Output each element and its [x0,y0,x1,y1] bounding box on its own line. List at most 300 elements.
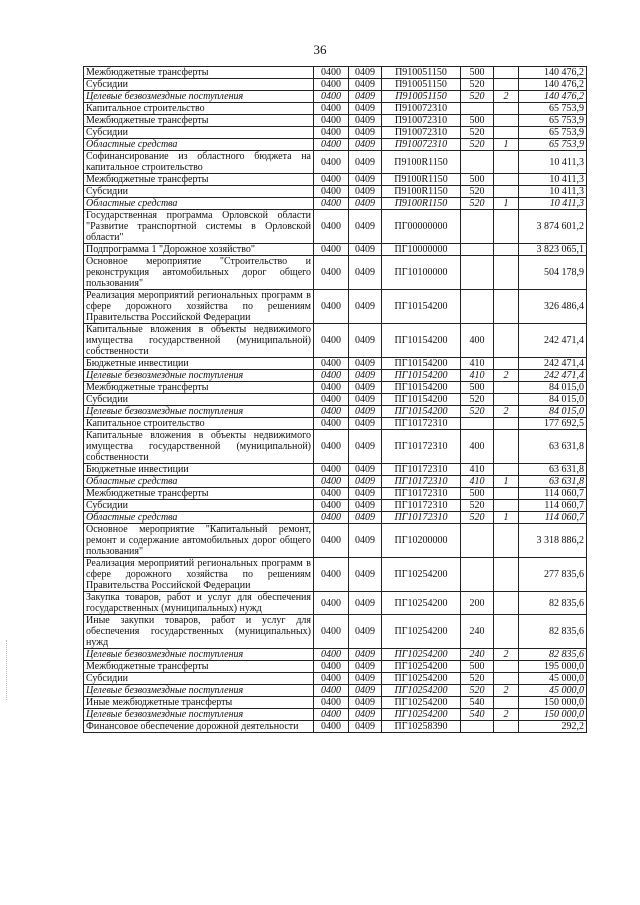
row-target-article: ПГ10254200 [382,661,461,673]
row-expense-kind: 520 [461,685,494,697]
row-amount: 45 000,0 [519,685,587,697]
row-funding-source: 1 [494,139,519,151]
row-target-article: ПГ10154200 [382,358,461,370]
row-amount: 84 015,0 [519,382,587,394]
row-section-code: 0400 [314,418,349,430]
row-section-code: 0400 [314,91,349,103]
row-funding-source [494,127,519,139]
row-expense-kind: 240 [461,649,494,661]
row-amount: 277 835,6 [519,558,587,592]
row-name: Межбюджетные трансферты [84,67,314,79]
row-amount: 150 000,0 [519,709,587,721]
row-section-code: 0400 [314,476,349,488]
table-row [84,290,587,324]
row-amount: 140 476,2 [519,79,587,91]
table-row [84,709,587,721]
row-subsection-code: 0409 [349,649,382,661]
row-funding-source: 2 [494,709,519,721]
table-row [84,464,587,476]
table-row [84,476,587,488]
row-amount: 10 411,3 [519,186,587,198]
row-name: Межбюджетные трансферты [84,382,314,394]
table-row [84,115,587,127]
row-target-article: ПГ10154200 [382,394,461,406]
row-name: Субсидии [84,673,314,685]
row-subsection-code: 0409 [349,67,382,79]
row-name: Основное мероприятие "Строительство и реконструкция автомобильных дорог общего пользования" [84,256,314,290]
row-name: Государственная программа Орловской области "Развитие транспортной системы в Орловской области" [84,210,314,244]
table-row [84,139,587,151]
row-expense-kind: 500 [461,115,494,127]
row-name: Бюджетные инвестиции [84,464,314,476]
budget-table [83,66,587,733]
row-subsection-code: 0409 [349,79,382,91]
row-funding-source [494,524,519,558]
table-row [84,67,587,79]
row-subsection-code: 0409 [349,210,382,244]
row-section-code: 0400 [314,685,349,697]
row-section-code: 0400 [314,673,349,685]
row-amount: 3 823 065,1 [519,244,587,256]
row-section-code: 0400 [314,79,349,91]
row-funding-source [494,290,519,324]
row-section-code: 0400 [314,721,349,733]
row-section-code: 0400 [314,186,349,198]
row-name: Целевые безвозмездные поступления [84,406,314,418]
row-expense-kind: 520 [461,198,494,210]
row-amount: 10 411,3 [519,174,587,186]
row-target-article: П910051150 [382,91,461,103]
row-section-code: 0400 [314,649,349,661]
table-row [84,592,587,615]
row-expense-kind [461,244,494,256]
row-name: Межбюджетные трансферты [84,115,314,127]
row-expense-kind: 410 [461,476,494,488]
row-target-article: П9100R1150 [382,198,461,210]
row-name: Областные средства [84,512,314,524]
row-amount: 82 835,6 [519,592,587,615]
table-row [84,103,587,115]
budget-table-body [84,67,587,733]
row-amount: 82 835,6 [519,649,587,661]
row-amount: 63 631,8 [519,430,587,464]
row-section-code: 0400 [314,67,349,79]
row-name: Областные средства [84,476,314,488]
row-funding-source [494,721,519,733]
row-target-article: ПГ10154200 [382,324,461,358]
row-subsection-code: 0409 [349,592,382,615]
row-name: Межбюджетные трансферты [84,174,314,186]
row-section-code: 0400 [314,697,349,709]
row-expense-kind: 520 [461,139,494,151]
row-name: Бюджетные инвестиции [84,358,314,370]
row-target-article: ПГ10154200 [382,290,461,324]
row-expense-kind: 520 [461,394,494,406]
row-expense-kind [461,210,494,244]
row-funding-source [494,79,519,91]
row-funding-source [494,324,519,358]
table-row [84,370,587,382]
row-expense-kind [461,558,494,592]
row-expense-kind: 520 [461,79,494,91]
row-name: Иные закупки товаров, работ и услуг для обеспечения государственных (муниципальных) нужд [84,615,314,649]
row-name: Субсидии [84,394,314,406]
table-row [84,697,587,709]
row-funding-source [494,661,519,673]
row-name: Подпрограмма 1 "Дорожное хозяйство" [84,244,314,256]
row-subsection-code: 0409 [349,370,382,382]
row-amount: 3 318 886,2 [519,524,587,558]
row-name: Субсидии [84,79,314,91]
row-subsection-code: 0409 [349,115,382,127]
row-expense-kind: 520 [461,500,494,512]
table-row [84,382,587,394]
row-section-code: 0400 [314,174,349,186]
row-funding-source [494,418,519,430]
row-expense-kind: 520 [461,186,494,198]
row-name: Основное мероприятие "Капитальный ремонт, ремонт и содержание автомобильных дорог общего пользования" [84,524,314,558]
row-section-code: 0400 [314,324,349,358]
row-subsection-code: 0409 [349,661,382,673]
row-target-article: П910051150 [382,79,461,91]
row-amount: 242 471,4 [519,324,587,358]
row-funding-source [494,500,519,512]
row-expense-kind: 500 [461,382,494,394]
row-expense-kind [461,721,494,733]
row-section-code: 0400 [314,244,349,256]
row-expense-kind: 520 [461,127,494,139]
row-name: Межбюджетные трансферты [84,488,314,500]
row-expense-kind: 410 [461,370,494,382]
table-row [84,406,587,418]
row-funding-source: 2 [494,649,519,661]
row-amount: 114 060,7 [519,512,587,524]
row-expense-kind: 540 [461,709,494,721]
row-target-article: ПГ10154200 [382,382,461,394]
row-subsection-code: 0409 [349,324,382,358]
row-subsection-code: 0409 [349,430,382,464]
row-funding-source [494,615,519,649]
row-amount: 45 000,0 [519,673,587,685]
row-subsection-code: 0409 [349,186,382,198]
row-subsection-code: 0409 [349,512,382,524]
row-funding-source [494,210,519,244]
row-subsection-code: 0409 [349,697,382,709]
row-expense-kind: 240 [461,615,494,649]
row-target-article: ПГ10000000 [382,244,461,256]
row-funding-source [494,558,519,592]
row-subsection-code: 0409 [349,174,382,186]
row-amount: 63 631,8 [519,476,587,488]
row-name: Целевые безвозмездные поступления [84,649,314,661]
row-section-code: 0400 [314,115,349,127]
row-amount: 140 476,2 [519,91,587,103]
row-expense-kind: 520 [461,91,494,103]
row-section-code: 0400 [314,198,349,210]
row-section-code: 0400 [314,615,349,649]
row-section-code: 0400 [314,139,349,151]
row-amount: 150 000,0 [519,697,587,709]
row-subsection-code: 0409 [349,290,382,324]
row-name: Иные межбюджетные трансферты [84,697,314,709]
row-section-code: 0400 [314,430,349,464]
row-funding-source [494,244,519,256]
row-subsection-code: 0409 [349,244,382,256]
row-amount: 84 015,0 [519,394,587,406]
row-target-article: ПГ10254200 [382,615,461,649]
row-section-code: 0400 [314,210,349,244]
row-expense-kind [461,524,494,558]
row-funding-source: 1 [494,476,519,488]
row-target-article: П910072310 [382,127,461,139]
table-row [84,512,587,524]
row-amount: 65 753,9 [519,139,587,151]
row-name: Межбюджетные трансферты [84,661,314,673]
row-target-article: ПГ10154200 [382,406,461,418]
row-funding-source: 1 [494,198,519,210]
row-target-article: П910051150 [382,67,461,79]
row-amount: 65 753,9 [519,115,587,127]
row-amount: 63 631,8 [519,464,587,476]
row-funding-source [494,186,519,198]
row-expense-kind: 540 [461,697,494,709]
row-funding-source [494,464,519,476]
row-target-article: ПГ10254200 [382,673,461,685]
row-funding-source [494,430,519,464]
table-row [84,210,587,244]
row-expense-kind [461,418,494,430]
row-funding-source: 2 [494,685,519,697]
row-funding-source [494,488,519,500]
table-row [84,186,587,198]
table-row [84,151,587,174]
row-expense-kind: 500 [461,661,494,673]
row-section-code: 0400 [314,256,349,290]
row-section-code: 0400 [314,661,349,673]
row-name: Капитальное строительство [84,103,314,115]
table-row [84,394,587,406]
row-target-article: ПГ10254200 [382,649,461,661]
row-section-code: 0400 [314,524,349,558]
row-subsection-code: 0409 [349,615,382,649]
row-target-article: П9100R1150 [382,151,461,174]
row-expense-kind: 500 [461,174,494,186]
row-target-article: ПГ10254200 [382,697,461,709]
table-row [84,488,587,500]
row-amount: 242 471,4 [519,370,587,382]
row-section-code: 0400 [314,500,349,512]
row-expense-kind: 410 [461,358,494,370]
row-section-code: 0400 [314,512,349,524]
table-row [84,324,587,358]
row-section-code: 0400 [314,558,349,592]
row-expense-kind [461,290,494,324]
row-target-article: ПГ10100000 [382,256,461,290]
row-target-article: ПГ10254200 [382,709,461,721]
row-target-article: ПГ10172310 [382,488,461,500]
row-amount: 3 874 601,2 [519,210,587,244]
row-funding-source [494,592,519,615]
row-funding-source [494,115,519,127]
row-name: Областные средства [84,139,314,151]
row-target-article: П9100R1150 [382,186,461,198]
row-section-code: 0400 [314,592,349,615]
row-subsection-code: 0409 [349,685,382,697]
row-subsection-code: 0409 [349,721,382,733]
row-expense-kind: 200 [461,592,494,615]
table-row [84,91,587,103]
row-target-article: ПГ10172310 [382,418,461,430]
row-expense-kind: 500 [461,67,494,79]
row-subsection-code: 0409 [349,256,382,290]
row-target-article: ПГ10172310 [382,476,461,488]
row-funding-source [494,394,519,406]
row-target-article: ПГ00000000 [382,210,461,244]
row-amount: 65 753,9 [519,127,587,139]
table-row [84,649,587,661]
row-amount: 326 486,4 [519,290,587,324]
table-row [84,127,587,139]
row-expense-kind [461,151,494,174]
row-subsection-code: 0409 [349,524,382,558]
row-target-article: ПГ10172310 [382,430,461,464]
row-subsection-code: 0409 [349,198,382,210]
row-subsection-code: 0409 [349,500,382,512]
row-target-article: ПГ10172310 [382,464,461,476]
row-name: Областные средства [84,198,314,210]
table-row [84,174,587,186]
table-row [84,673,587,685]
row-target-article: ПГ10258390 [382,721,461,733]
row-section-code: 0400 [314,290,349,324]
row-target-article: П910072310 [382,103,461,115]
row-amount: 177 692,5 [519,418,587,430]
table-row [84,244,587,256]
row-section-code: 0400 [314,709,349,721]
row-amount: 84 015,0 [519,406,587,418]
row-expense-kind [461,256,494,290]
row-name: Реализация мероприятий региональных программ в сфере дорожного хозяйства по решениям Правительства Российской Федерации [84,558,314,592]
row-subsection-code: 0409 [349,151,382,174]
row-target-article: ПГ10172310 [382,512,461,524]
table-row [84,358,587,370]
row-amount: 10 411,3 [519,198,587,210]
row-target-article: ПГ10254200 [382,685,461,697]
row-amount: 195 000,0 [519,661,587,673]
row-target-article: ПГ10254200 [382,592,461,615]
row-name: Софинансирование из областного бюджета на капитальное строительство [84,151,314,174]
row-expense-kind: 400 [461,324,494,358]
row-amount: 82 835,6 [519,615,587,649]
table-row [84,430,587,464]
margin-mark [6,640,8,700]
row-expense-kind: 520 [461,673,494,685]
row-name: Капитальные вложения в объекты недвижимого имущества государственной (муниципальной) собственности [84,324,314,358]
row-target-article: П910072310 [382,115,461,127]
row-amount: 140 476,2 [519,67,587,79]
row-name: Закупка товаров, работ и услуг для обеспечения государственных (муниципальных) нужд [84,592,314,615]
row-subsection-code: 0409 [349,488,382,500]
row-subsection-code: 0409 [349,127,382,139]
row-expense-kind: 520 [461,512,494,524]
row-funding-source: 2 [494,406,519,418]
row-name: Субсидии [84,500,314,512]
row-target-article: ПГ10254200 [382,558,461,592]
row-subsection-code: 0409 [349,139,382,151]
row-section-code: 0400 [314,358,349,370]
row-name: Целевые безвозмездные поступления [84,91,314,103]
row-name: Целевые безвозмездные поступления [84,370,314,382]
row-subsection-code: 0409 [349,358,382,370]
row-name: Субсидии [84,127,314,139]
row-section-code: 0400 [314,394,349,406]
table-row [84,256,587,290]
row-subsection-code: 0409 [349,709,382,721]
row-target-article: П9100R1150 [382,174,461,186]
row-expense-kind [461,103,494,115]
row-expense-kind: 400 [461,430,494,464]
row-funding-source: 1 [494,512,519,524]
table-row [84,685,587,697]
row-name: Капитальные вложения в объекты недвижимого имущества государственной (муниципальной) собственности [84,430,314,464]
row-funding-source [494,103,519,115]
row-funding-source [494,151,519,174]
row-expense-kind: 500 [461,488,494,500]
row-funding-source [494,67,519,79]
table-row [84,661,587,673]
row-name: Целевые безвозмездные поступления [84,685,314,697]
row-section-code: 0400 [314,151,349,174]
row-subsection-code: 0409 [349,558,382,592]
row-expense-kind: 520 [461,406,494,418]
row-amount: 65 753,9 [519,103,587,115]
row-section-code: 0400 [314,406,349,418]
row-section-code: 0400 [314,103,349,115]
row-subsection-code: 0409 [349,673,382,685]
row-name: Капитальное строительство [84,418,314,430]
row-target-article: ПГ10200000 [382,524,461,558]
row-funding-source: 2 [494,370,519,382]
row-subsection-code: 0409 [349,394,382,406]
row-target-article: ПГ10154200 [382,370,461,382]
row-funding-source [494,382,519,394]
table-row [84,79,587,91]
row-section-code: 0400 [314,127,349,139]
table-row [84,721,587,733]
row-section-code: 0400 [314,488,349,500]
row-amount: 504 178,9 [519,256,587,290]
row-funding-source [494,256,519,290]
table-row [84,558,587,592]
table-row [84,198,587,210]
row-section-code: 0400 [314,464,349,476]
row-target-article: П910072310 [382,139,461,151]
row-funding-source [494,673,519,685]
row-amount: 10 411,3 [519,151,587,174]
row-expense-kind: 410 [461,464,494,476]
row-name: Финансовое обеспечение дорожной деятельности [84,721,314,733]
row-amount: 114 060,7 [519,500,587,512]
page-number: 36 [313,42,327,57]
row-name: Целевые безвозмездные поступления [84,709,314,721]
row-name: Субсидии [84,186,314,198]
table-row [84,524,587,558]
row-subsection-code: 0409 [349,418,382,430]
row-funding-source [494,358,519,370]
table-row [84,500,587,512]
row-amount: 242 471,4 [519,358,587,370]
row-section-code: 0400 [314,382,349,394]
